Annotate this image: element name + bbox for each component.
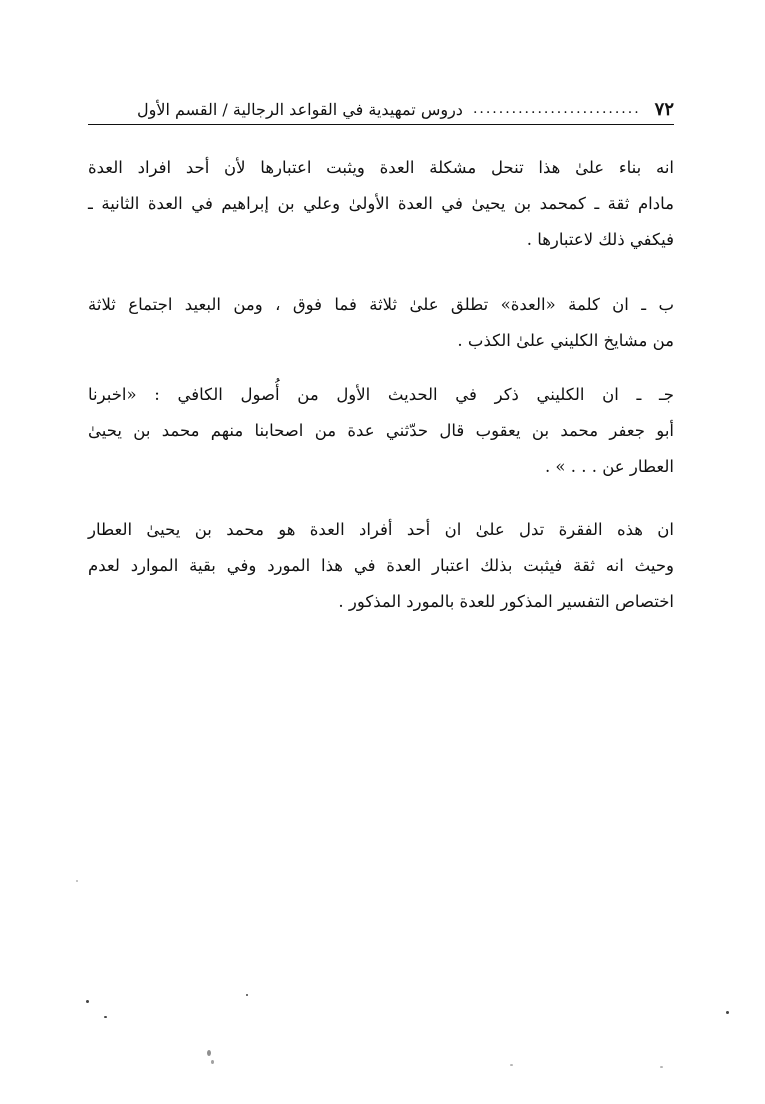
scan-speck [76,880,78,882]
scan-speck [211,1060,214,1064]
paragraph-line: ب ـ ان كلمة «العدة» تطلق علىٰ ثلاثة فما فوق ، ومن البعيد اجتماع ثلاثة [88,295,674,314]
paragraph-1 [88,150,674,258]
paragraph-line: أبو جعفر محمد بن يعقوب قال حدّثني عدة من اصحابنا منهم محمد بن يحيىٰ [88,421,674,440]
paragraph-line: ان هذه الفقرة تدل علىٰ ان أحد أفراد العدة هو محمد بن يحيىٰ العطار [88,520,674,539]
paragraph-line: من مشايخ الكليني علىٰ الكذب . [457,331,674,350]
paragraph-line: فيكفي ذلك لاعتبارها . [526,230,674,249]
header-leader-dots: .......................... [472,101,641,117]
scan-speck [207,1050,211,1056]
paragraph-line: وحيث انه ثقة فيثبت بذلك اعتبار العدة في هذا المورد وفي بقية الموارد لعدم [88,556,674,575]
scan-speck [246,994,248,996]
paragraph-line: مادام ثقة ـ كمحمد بن يحيىٰ في العدة الأولىٰ وعلي بن إبراهيم في العدة الثانية ـ [88,194,674,213]
paragraph-4 [88,512,674,620]
paragraph-line: انه بناء علىٰ هذا تنحل مشكلة العدة ويثبت اعتبارها لأن أحد افراد العدة [88,158,674,177]
scan-speck [510,1064,513,1066]
scan-speck [104,1016,107,1018]
paragraph-3 [88,377,674,485]
scan-speck [726,1011,729,1014]
running-title: دروس تمهيدية في القواعد الرجالية / القسم الأول [136,99,463,119]
page-number: ٧٢ [654,98,674,120]
scan-speck [86,1000,89,1003]
paragraph-2 [88,287,674,359]
page-header [88,94,674,125]
paragraph-line: جـ ـ ان الكليني ذكر في الحديث الأول من أُصول الكافي : «اخبرنا [88,385,674,404]
scan-speck [660,1066,663,1068]
paragraph-line: العطار عن . . . » . [544,457,674,476]
paragraph-line: اختصاص التفسير المذكور للعدة بالمورد المذكور . [338,592,674,611]
